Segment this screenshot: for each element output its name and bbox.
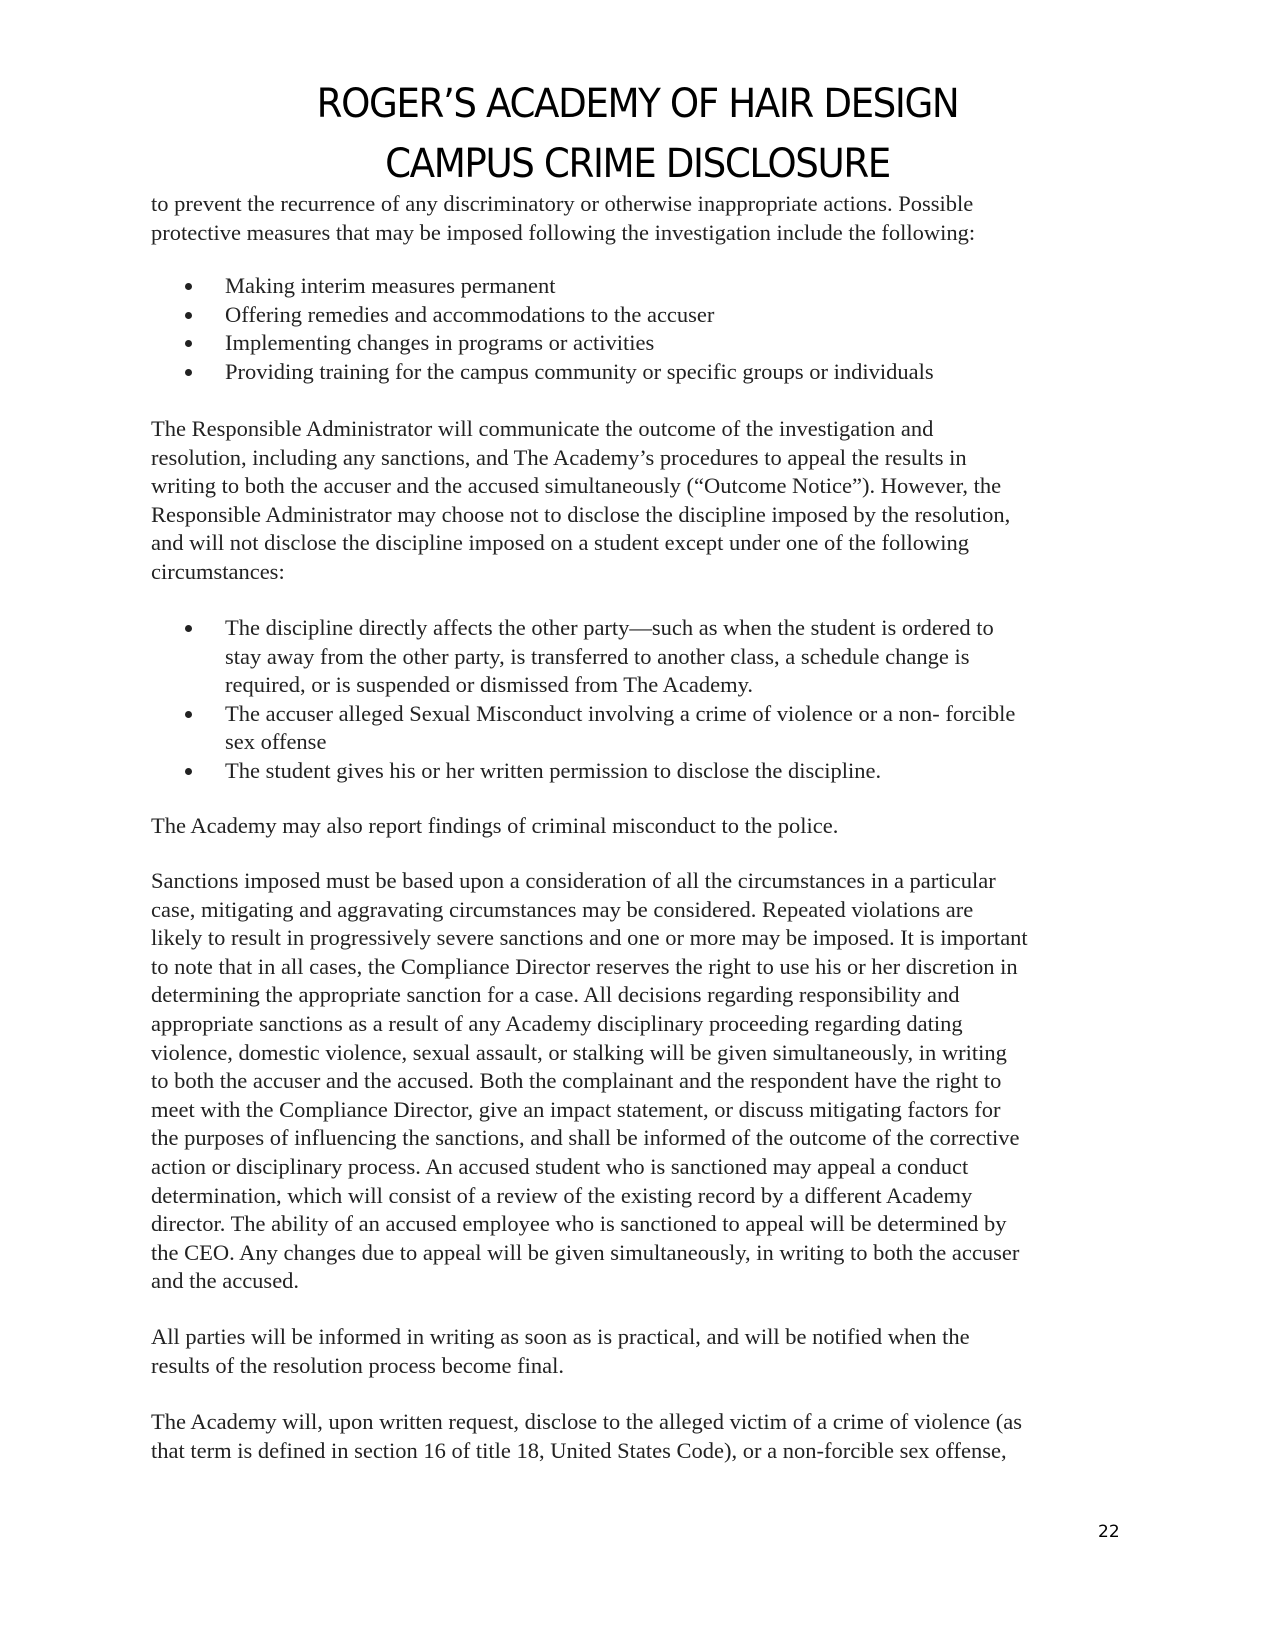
text-line: Implementing changes in programs or activities bbox=[225, 330, 655, 356]
document-title-line-1: ROGER’S ACADEMY OF HAIR DESIGN bbox=[316, 81, 959, 127]
text-line: The Academy will, upon written request, disclose to the alleged victim of a crime of violence (as bbox=[151, 1409, 1022, 1434]
list-item bbox=[151, 700, 1111, 757]
paragraph-informed bbox=[151, 1323, 1111, 1380]
text-line: protective measures that may be imposed following the investigation include the following: bbox=[151, 219, 976, 245]
text-line: director. The ability of an accused employee who is sanctioned to appeal will be determined by bbox=[151, 1211, 1007, 1237]
document-title-line-2: CAMPUS CRIME DISCLOSURE bbox=[385, 141, 890, 187]
text-line: determination, which will consist of a review of the existing record by a different Academy bbox=[151, 1182, 973, 1208]
paragraph-outcome-notice bbox=[151, 415, 1111, 587]
text-line: The student gives his or her written permission to disclose the discipline. bbox=[225, 757, 882, 783]
text-line: resolution, including any sanctions, and The Academy’s procedures to appeal the results in bbox=[151, 444, 967, 470]
text-line: sex offense bbox=[225, 729, 327, 755]
bullet-icon bbox=[185, 768, 192, 775]
text-line: circumstances: bbox=[151, 558, 285, 584]
text-line: determining the appropriate sanction for a case. All decisions regarding responsibility and bbox=[151, 982, 960, 1008]
list-item bbox=[151, 329, 1111, 358]
text-line: likely to result in progressively severe sanctions and one or more may be imposed. It is important bbox=[151, 925, 1028, 951]
text-line: meet with the Compliance Director, give an impact statement, or discuss mitigating factors for bbox=[151, 1096, 1001, 1122]
list-item bbox=[151, 301, 1111, 330]
bullet-icon bbox=[185, 340, 192, 347]
text-line: the CEO. Any changes due to appeal will be given simultaneously, in writing to both the accuser bbox=[151, 1239, 1020, 1265]
paragraph-disclose-victim bbox=[151, 1408, 1111, 1465]
text-line: required, or is suspended or dismissed from The Academy. bbox=[225, 672, 754, 698]
list-item bbox=[151, 358, 1111, 387]
text-line: to both the accuser and the accused. Both the complainant and the respondent have the right to bbox=[151, 1068, 1002, 1094]
bullet-icon bbox=[185, 369, 192, 376]
list-item bbox=[151, 614, 1111, 700]
text-line: Sanctions imposed must be based upon a consideration of all the circumstances in a particular bbox=[151, 868, 996, 893]
text-line: results of the resolution process become final. bbox=[151, 1352, 565, 1378]
bullet-icon bbox=[185, 283, 192, 290]
list-item bbox=[151, 272, 1111, 301]
text-line: Offering remedies and accommodations to the accuser bbox=[225, 301, 715, 327]
text-line: and the accused. bbox=[151, 1268, 300, 1294]
text-line: Responsible Administrator may choose not to disclose the discipline imposed by the resolution, bbox=[151, 501, 1011, 527]
text-line: The Academy may also report findings of criminal misconduct to the police. bbox=[151, 813, 839, 838]
disclosure-circumstances-list bbox=[151, 614, 1111, 786]
list-item bbox=[151, 757, 1111, 786]
bullet-icon bbox=[185, 711, 192, 718]
bullet-icon bbox=[185, 312, 192, 319]
text-line: The accuser alleged Sexual Misconduct involving a crime of violence or a non- forcible bbox=[225, 700, 1016, 726]
text-line: to note that in all cases, the Compliance Director reserves the right to use his or her discretion in bbox=[151, 953, 1018, 979]
text-line: writing to both the accuser and the accused simultaneously (“Outcome Notice”). However, the bbox=[151, 473, 1002, 499]
page-number: 22 bbox=[1098, 1522, 1120, 1542]
text-line: appropriate sanctions as a result of any Academy disciplinary proceeding regarding dating bbox=[151, 1010, 963, 1036]
text-line: action or disciplinary process. An accused student who is sanctioned may appeal a conduct bbox=[151, 1153, 969, 1179]
bullet-icon bbox=[185, 625, 192, 632]
text-line: to prevent the recurrence of any discriminatory or otherwise inappropriate actions. Possible bbox=[151, 191, 974, 216]
text-line: stay away from the other party, is transferred to another class, a schedule change is bbox=[225, 643, 970, 669]
paragraph-police-report bbox=[151, 812, 1111, 841]
text-line: Providing training for the campus community or specific groups or individuals bbox=[225, 358, 934, 384]
text-line: The discipline directly affects the other party—such as when the student is ordered to bbox=[225, 615, 994, 640]
paragraph-intro bbox=[151, 190, 1111, 247]
text-line: Making interim measures permanent bbox=[225, 273, 556, 298]
text-line: that term is defined in section 16 of title 18, United States Code), or a non-forcible sex offense, bbox=[151, 1437, 1007, 1463]
text-line: The Responsible Administrator will communicate the outcome of the investigation and bbox=[151, 416, 934, 441]
text-line: and will not disclose the discipline imposed on a student except under one of the following bbox=[151, 530, 969, 556]
paragraph-sanctions bbox=[151, 867, 1111, 1296]
text-line: the purposes of influencing the sanctions, and shall be informed of the outcome of the corrective bbox=[151, 1125, 1020, 1151]
text-line: violence, domestic violence, sexual assault, or stalking will be given simultaneously, in writing bbox=[151, 1039, 1007, 1065]
text-line: case, mitigating and aggravating circumstances may be considered. Repeated violations are bbox=[151, 896, 974, 922]
text-line: All parties will be informed in writing as soon as is practical, and will be notified when the bbox=[151, 1324, 970, 1349]
protective-measures-list bbox=[151, 272, 1111, 386]
